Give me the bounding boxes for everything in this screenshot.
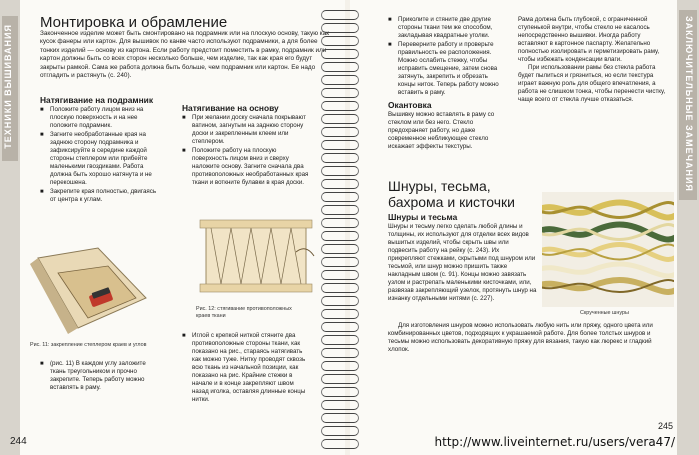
binding-ring xyxy=(321,140,359,150)
left-page xyxy=(0,0,345,455)
binding-ring xyxy=(321,127,359,137)
left-section-tab xyxy=(0,0,20,455)
binding-ring xyxy=(321,166,359,176)
lacing-steps-list xyxy=(182,332,312,404)
list-item: ■ Загните необработанные края на заднюю сторону подрамника и зафиксируйте в середине каждой стороны степлером или прибейте маленькими гвоздиками. Работа должна быть хорошо натянута и не перекошена. xyxy=(40,131,160,187)
binding-ring xyxy=(321,374,359,384)
binding-ring xyxy=(321,205,359,215)
cords-section xyxy=(388,178,538,303)
binding-ring xyxy=(321,322,359,332)
no-glass-text: При использовании рамы без стекла работа будет пылиться и грязниться, но если текстура играет важную роль для общего впечатления, а работа не слишком тонка, чтобы перенести чистку, чаще всего от стекла лучше отказаться. xyxy=(518,64,666,103)
binding-ring xyxy=(321,75,359,85)
watermark xyxy=(435,435,675,449)
binding-ring xyxy=(321,270,359,280)
heading-frame-stretch: Натягивание на подрамник xyxy=(40,95,154,105)
binding-ring xyxy=(321,413,359,423)
binding-ring xyxy=(321,400,359,410)
left-section-label: ТЕХНИКИ ВЫШИВАНИЯ xyxy=(3,24,13,149)
watermark-url: http://www.liveinternet.ru/users/vera47/ xyxy=(434,435,675,449)
frame-depth-text: Рама должна быть глубокой, с ограниченной ступенькой внутри, чтобы стекло не касалось непосредственно вышивки. Иногда работу вставляют в картонное паспарту. Желательно полностью изолировать и герметизировать раму, чтобы избежать конденсации влаги. xyxy=(518,16,660,63)
page-number-left: 244 xyxy=(10,436,27,447)
right-section-label: ЗАКЛЮЧИТЕЛЬНЫЕ ЗАМЕЧАНИЯ xyxy=(684,16,694,192)
frame-corner-list xyxy=(40,360,160,392)
list-item: ■ (рис. 11) В каждом углу заложите ткань треугольником и прочно закрепите. Теперь работу можно вставлять в раму. xyxy=(40,360,160,392)
photo-twisted-cords xyxy=(542,192,674,307)
heading-cords: Шнуры, тесьма, бахрома и кисточки xyxy=(388,178,515,210)
list-item: ■ При желании доску сначала покрывают ватином, загнутым на заднюю сторону доски и закрепленным клеем или степлером. xyxy=(182,114,312,146)
heading-framing: Окантовка xyxy=(388,100,432,110)
right-column-2 xyxy=(518,16,668,104)
list-item: ■ Положите работу лицом вниз на плоскую поверхность и на нее положите подрамник. xyxy=(40,106,160,130)
binding-ring xyxy=(321,36,359,46)
binding-ring xyxy=(321,114,359,124)
binding-ring xyxy=(321,257,359,267)
cords-text: Шнуры и тесьму легко сделать любой длины и толщины, их используют для отделки всех видов вышитых изделий, чтобы скрыть швы или подвесить работу на рейку (с. 243). Их прикрепляют стежками, скрытыми под шнуром или тесьмой, или шнур можно пришить также накладным швом (с. 91). Концы можно завязать узлом и растрепать маленькими кисточками, или, развязав закрепляющий узелок, протянуть шнур на изнанку отдельными нитями (с. 227). xyxy=(388,222,537,302)
binding-ring xyxy=(321,153,359,163)
figure-caption-11: Рис. 11: закрепление степлером краев и углов xyxy=(30,342,147,348)
binding-ring xyxy=(321,387,359,397)
binding-ring xyxy=(321,231,359,241)
right-column-1 xyxy=(388,16,506,151)
binding-ring xyxy=(321,179,359,189)
binding-ring xyxy=(321,49,359,59)
list-item: ■ Переверните работу и проверьте правильность ее расположения. Можно ослабить стежку, чтобы исправить смещение, затем снова затянуть, закрепить и обрезать концы ниток. Теперь работу можно вставить в раму. xyxy=(388,41,506,97)
left-column-1-bottom xyxy=(40,360,160,393)
page-title: Монтировка и обрамление xyxy=(40,14,228,31)
right-section-tab xyxy=(677,0,699,455)
board-steps-list xyxy=(182,114,312,187)
binding-ring xyxy=(321,62,359,72)
heading-board-stretch: Натягивание на основу xyxy=(182,103,279,113)
binding-ring xyxy=(321,426,359,436)
list-item: ■ Приколите и стяните две другие стороны ткани тем же способом, закладывая квадратные уголки. xyxy=(388,16,506,40)
intro-paragraph: Законченное изделие может быть смонтировано на подрамник или на плоскую основу, такую как кусок фанеры или картон. Для вышивок по канве часто используют подрамники, а для более тонких изделий — основу из картона. Если работу предстоит поместить в рамку, подрамник или картон должны быть со всех сторон несколько больше, чем изделие, так как края его будут закрыты рамкой. Сама же работа должна быть больше, чем подрамник или картон. Ее надо отгладить и растянуть (с. 240). xyxy=(40,30,330,80)
binding-ring xyxy=(321,439,359,449)
cords-text-2: Для изготовления шнуров можно использовать любую нить или пряжу, одного цвета или комбинированных цветов, подходящих к украшаемой работе. Для более толстых шнуров и тесьмы можно использовать декоративную пряжу для вязания, такую как люрекс и гладкий хлопок. xyxy=(388,322,653,353)
binding-ring xyxy=(321,192,359,202)
binding-ring xyxy=(321,101,359,111)
binding-ring xyxy=(321,309,359,319)
binding-ring xyxy=(321,244,359,254)
binding-ring xyxy=(321,335,359,345)
photo-caption: Скрученные шнуры xyxy=(580,310,629,316)
binding-ring xyxy=(321,88,359,98)
binding-ring xyxy=(321,218,359,228)
illustration-lacing xyxy=(196,212,316,302)
binding-ring xyxy=(321,23,359,33)
left-column-2-bottom xyxy=(182,332,312,405)
list-item: ■ Закрепите края полностью, двигаясь от центра к углам. xyxy=(40,188,160,204)
right-page xyxy=(350,0,699,455)
list-item: ■ Положите работу на плоскую поверхность лицом вниз и сверху наложите основу. Загните сначала два противоположных необработанных края ткани и воткните булавки в края доски. xyxy=(182,147,312,187)
binding-ring xyxy=(321,10,359,20)
left-column-2 xyxy=(182,104,312,188)
page-number-right: 245 xyxy=(657,421,673,431)
finishing-steps-list xyxy=(388,16,506,97)
left-column-1 xyxy=(40,96,160,205)
framing-text: Вышивку можно вставлять в раму со стеклом или без него. Стекло предохраняет работу, но даже современное небликующее стекло искажает эффекты текстуры. xyxy=(388,110,495,150)
binding-ring xyxy=(321,361,359,371)
binding-ring xyxy=(321,283,359,293)
binding-ring xyxy=(321,296,359,306)
list-item: ■ Иглой с крепкой ниткой стяните два противоположные стороны ткани, как показано на рис., стараясь натягивать как можно туже. Нитку проводят сквозь всю ткань из начальной позиции, как показано на рис. Крайние стежки в начале и в конце закрепляют швом назад иголка, оставляя длинные концы нитки. xyxy=(182,332,312,404)
illustration-stapling xyxy=(28,238,148,338)
binding-ring xyxy=(321,348,359,358)
spiral-binding xyxy=(321,0,357,455)
figure-caption-12: Рис. 12: стягивание противоположных краев ткани xyxy=(196,306,292,319)
subheading-cords: Шнуры и тесьма xyxy=(388,212,458,222)
frame-steps-list xyxy=(40,106,160,204)
